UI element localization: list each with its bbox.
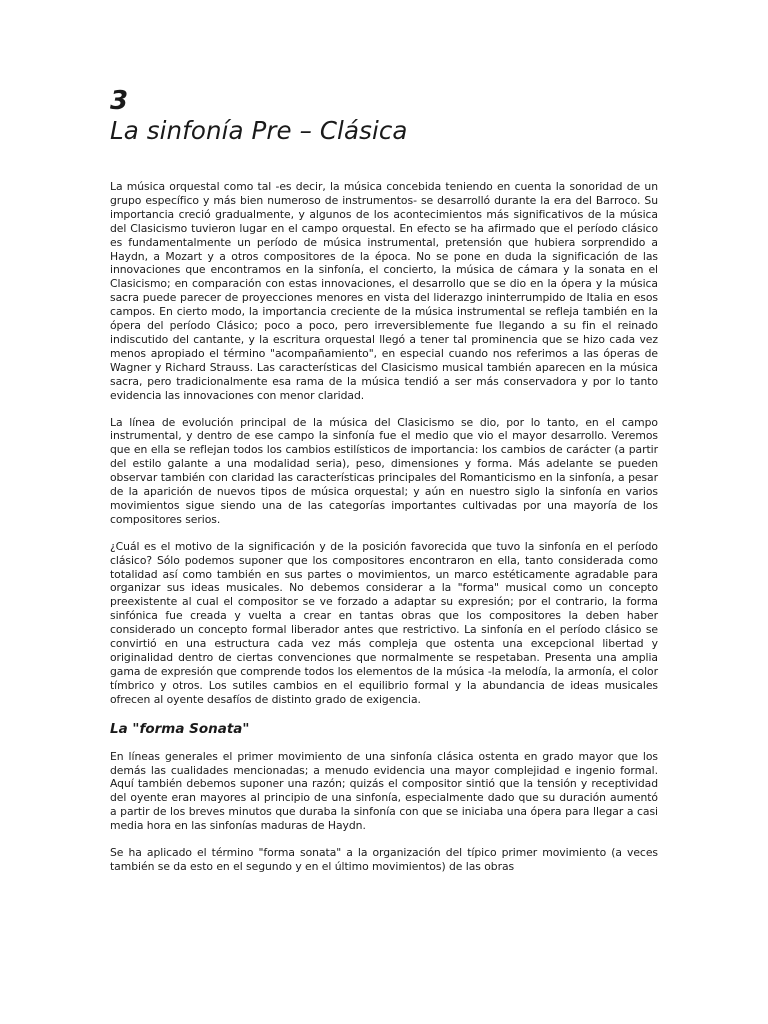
paragraph-first-movement: En líneas generales el primer movimiento de una sinfonía clásica ostenta en grado mayor que los demás las cualidades mencionadas; a menudo evidencia una mayor complejidad e ingenio formal. Aquí también debemos suponer una razón; quizás el compositor sintió que la tensión y receptividad del oyente eran mayores al principio de una sinfonía, especialmente dado que su duración aumentó a partir de los breves minutos que duraba la sinfonía con que se iniciaba una ópera para llegar a casi media hora en las sinfonías maduras de Haydn. [110, 749, 658, 833]
section-heading-forma-sonata: La "forma Sonata" [110, 720, 250, 737]
chapter-number: 3 [110, 86, 129, 116]
chapter-title: La sinfonía Pre – Clásica [110, 116, 408, 145]
paragraph-symphony-significance: ¿Cuál es el motivo de la significación y de la posición favorecida que tuvo la sinfonía en el período clásico? Sólo podemos suponer que los compositores encontraron en ella, tanto considerada como totalidad así como también en sus partes o movimientos, un marco estéticamente agradable para organizar sus ideas musicales. No debemos considerar a la "forma" musical como un concepto preexistente al cual el compositor se ve forzado a adaptar su expresión; por el contrario, la forma sinfónica fue creada y vuelta a crear en tantas obras que los compositores la deben haber considerado un concepto formal liberador antes que restrictivo. La sinfonía en el período clásico se convirtió en una estructura cada vez más compleja que ostenta una excepcional libertad y originalidad dentro de ciertas convenciones que normalmente se respetaban. Presenta una amplia gama de expresión que comprende todos los elementos de la música -la melodía, la armonía, el color tímbrico y otros. Los sutiles cambios en el equilibrio formal y la abundancia de ideas musicales ofrecen al oyente desafíos de distinto grado de exigencia. [110, 539, 658, 706]
paragraph-orchestral-music: La música orquestal como tal -es decir, la música concebida teniendo en cuenta la sonoridad de un grupo específico y más bien numeroso de instrumentos- se desarrolló durante la era del Barroco. Su importancia creció gradualmente, y algunos de los acontecimientos más significativos de la música del Clasicismo tuvieron lugar en el campo orquestal. En efecto se ha afirmado que el período clásico es fundamentalmente un período de música instrumental, pretensión que hubiera sorprendido a Haydn, a Mozart y a otros compositores de la época. No se pone en duda la significación de las innovaciones que encontramos en la sinfonía, el concierto, la música de cámara y la sonata en el Clasicismo; en comparación con estas innovaciones, el desarrollo que se dio en la ópera y la música sacra puede parecer de proyecciones menores en vista del liderazgo ininterrumpido de Italia en esos campos. En cierto modo, la importancia creciente de la música instrumental se refleja también en la ópera del período Clásico; poco a poco, pero irreversiblemente fue llegando a su fin el reinado indiscutido del cantante, y la escritura orquestal llegó a tener tal prominencia que se hizo cada vez menos apropiado el término "acompañamiento", en especial cuando nos referimos a las óperas de Wagner y Richard Strauss. Las características del Clasicismo musical también aparecen en la música sacra, pero tradicionalmente esa rama de la música tendió a ser más conservadora y por lo tanto evidencia las innovaciones con menor claridad. [110, 180, 658, 402]
paragraph-evolution-line: La línea de evolución principal de la música del Clasicismo se dio, por lo tanto, en el campo instrumental, y dentro de ese campo la sinfonía fue el medio que vio el mayor desarrollo. Veremos que en ella se reflejan todos los cambios estilísticos de importancia: los cambios de carácter (a partir del estilo galante a una modalidad seria), peso, dimensiones y forma. Más adelante se pueden observar también con claridad las características principales del Romanticismo en la sinfonía, a pesar de la aparición de nuevos tipos de música orquestal; y aún en nuestro siglo la sinfonía en varios movimientos sigue siendo una de las categorías importantes cultivadas por una mayoría de los compositores serios. [110, 415, 658, 526]
paragraph-sonata-form-term: Se ha aplicado el término "forma sonata" a la organización del típico primer movimiento (a veces también se da esto en el segundo y en el último movimientos) de las obras [110, 846, 658, 873]
document-page [110, 86, 658, 887]
